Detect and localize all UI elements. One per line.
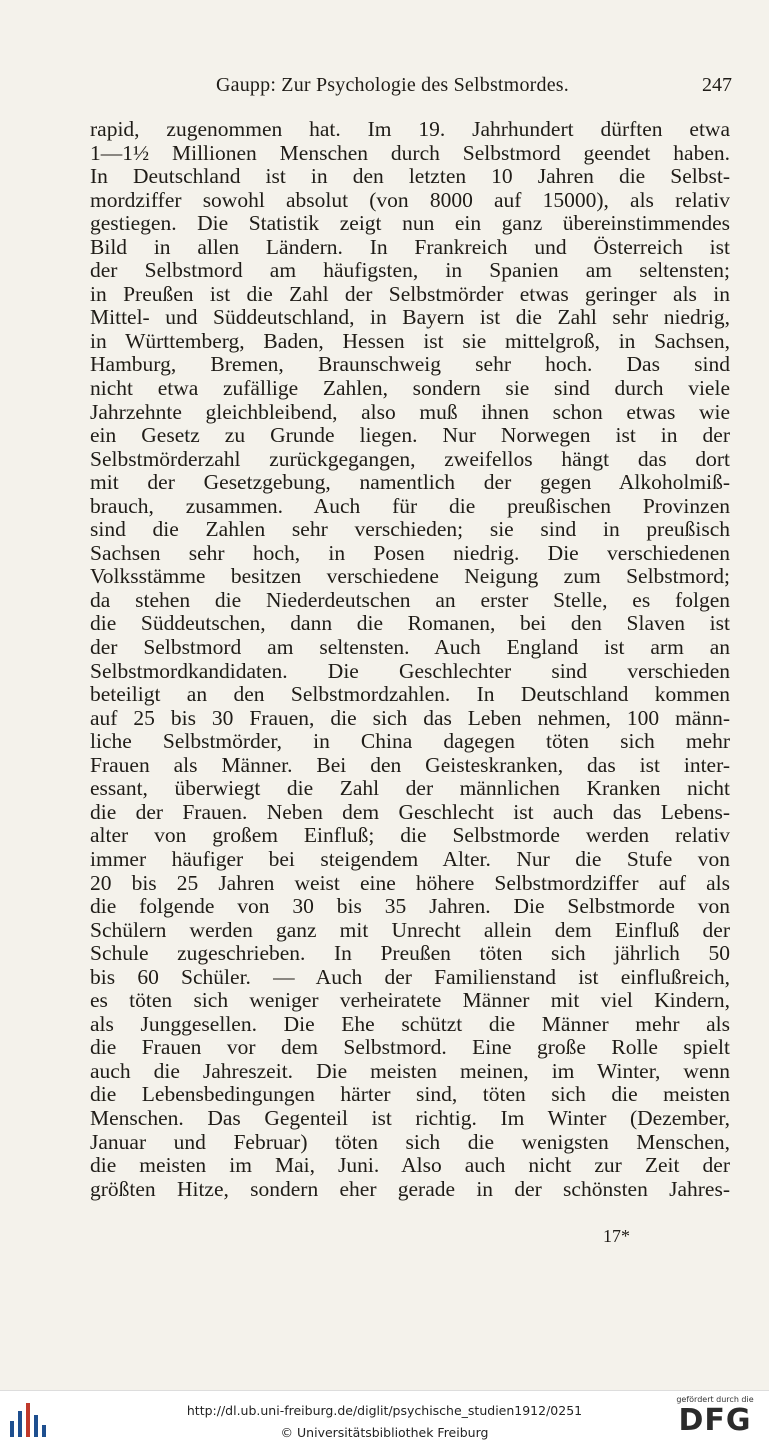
body-text — [90, 118, 730, 1201]
text-line: Sachsen sehr hoch, in Posen niedrig. Die verschiedenen — [90, 541, 730, 565]
source-url-link[interactable]: http://dl.ub.uni-freiburg.de/diglit/psychische_studien1912/0251 — [186, 1403, 583, 1418]
text-line: beteiligt an den Selbstmordzahlen. In Deutschland kommen — [90, 683, 730, 707]
text-line: bis 60 Schüler. — Auch der Familienstand ist einflußreich, — [90, 965, 730, 989]
signature-mark: 17* — [603, 1226, 630, 1246]
text-line: gestiegen. Die Statistik zeigt nun ein ganz übereinstimmendes — [90, 212, 730, 236]
text-line: nicht etwa zufällige Zahlen, sondern sie sind durch viele — [90, 377, 730, 401]
page-number: 247 — [702, 74, 732, 96]
text-line: die meisten im Mai, Juni. Also auch nicht zur Zeit der — [90, 1154, 730, 1178]
text-line: mit der Gesetzgebung, namentlich der gegen Alkoholmiß- — [90, 471, 730, 495]
text-line: Schülern werden ganz mit Unrecht allein dem Einfluß der — [90, 918, 730, 942]
text-line: die Lebensbedingungen härter sind, töten sich die meisten — [90, 1083, 730, 1107]
text-line: Selbstmörderzahl zurückgegangen, zweifellos hängt das dort — [90, 447, 730, 471]
text-line: Schule zugeschrieben. In Preußen töten sich jährlich 50 — [90, 942, 730, 966]
text-line: immer häufiger bei steigendem Alter. Nur die Stufe von — [90, 847, 730, 871]
text-line: in Württemberg, Baden, Hessen ist sie mittelgroß, in Sachsen, — [90, 329, 730, 353]
text-line: Bild in allen Ländern. In Frankreich und Österreich ist — [90, 235, 730, 259]
text-line: der Selbstmord am seltensten. Auch England ist arm an — [90, 636, 730, 660]
text-line: die der Frauen. Neben dem Geschlecht ist auch das Lebens- — [90, 800, 730, 824]
page-header — [90, 74, 732, 104]
dfg-logo-text: DFG — [678, 1403, 752, 1438]
text-line: in Preußen ist die Zahl der Selbstmörder etwas geringer als in — [90, 282, 730, 306]
text-line: brauch, zusammen. Auch für die preußischen Provinzen — [90, 494, 730, 518]
text-line: der Selbstmord am häufigsten, in Spanien am seltensten; — [90, 259, 730, 283]
text-line: Volksstämme besitzen verschiedene Neigung zum Selbstmord; — [90, 565, 730, 589]
text-line: die Frauen vor dem Selbstmord. Eine große Rolle spielt — [90, 1036, 730, 1060]
text-line: Jahrzehnte gleichbleibend, also muß ihnen schon etwas wie — [90, 400, 730, 424]
text-line: alter von großem Einfluß; die Selbstmorde werden relativ — [90, 824, 730, 848]
text-line: essant, überwiegt die Zahl der männlichen Kranken nicht — [90, 777, 730, 801]
text-line: die Süddeutschen, dann die Romanen, bei den Slaven ist — [90, 612, 730, 636]
text-line: ein Gesetz zu Grunde liegen. Nur Norwegen ist in der — [90, 424, 730, 448]
copyright-text: © Universitätsbibliothek Freiburg — [280, 1425, 489, 1440]
text-line: größten Hitze, sondern eher gerade in der schönsten Jahres- — [90, 1177, 730, 1201]
text-line: rapid, zugenommen hat. Im 19. Jahrhundert dürften etwa — [90, 118, 730, 141]
running-title: Gaupp: Zur Psychologie des Selbstmordes. — [216, 74, 569, 96]
text-line: Mittel- und Süddeutschland, in Bayern ist die Zahl sehr niedrig, — [90, 306, 730, 330]
text-line: 20 bis 25 Jahren weist eine höhere Selbstmordziffer auf als — [90, 871, 730, 895]
dfg-funding-text: gefördert durch die — [676, 1395, 754, 1404]
text-line: In Deutschland ist in den letzten 10 Jahren die Selbst- — [90, 165, 730, 189]
text-line: liche Selbstmörder, in China dagegen töten sich mehr — [90, 730, 730, 754]
text-line: da stehen die Niederdeutschen an erster Stelle, es folgen — [90, 588, 730, 612]
text-line: Selbstmordkandidaten. Die Geschlechter sind verschieden — [90, 659, 730, 683]
text-line: Frauen als Männer. Bei den Geisteskranken, das ist inter- — [90, 753, 730, 777]
text-line: Hamburg, Bremen, Braunschweig sehr hoch. Das sind — [90, 353, 730, 377]
dfg-logo — [669, 1395, 761, 1441]
text-line: sind die Zahlen sehr verschieden; sie sind in preußisch — [90, 518, 730, 542]
text-line: Januar und Februar) töten sich die wenigsten Menschen, — [90, 1130, 730, 1154]
text-line: die folgende von 30 bis 35 Jahren. Die Selbstmorde von — [90, 895, 730, 919]
text-line: auf 25 bis 30 Frauen, die sich das Leben nehmen, 100 männ- — [90, 706, 730, 730]
text-line: es töten sich weniger verheiratete Männer mit viel Kindern, — [90, 989, 730, 1013]
text-line: 1—1½ Millionen Menschen durch Selbstmord geendet haben. — [90, 141, 730, 165]
text-line: auch die Jahreszeit. Die meisten meinen, im Winter, wenn — [90, 1059, 730, 1083]
text-line: mordziffer sowohl absolut (von 8000 auf 15000), als relativ — [90, 188, 730, 212]
text-line: als Junggesellen. Die Ehe schützt die Männer mehr als — [90, 1012, 730, 1036]
viewer-footer — [0, 1390, 769, 1446]
text-line: Menschen. Das Gegenteil ist richtig. Im Winter (Dezember, — [90, 1106, 730, 1130]
